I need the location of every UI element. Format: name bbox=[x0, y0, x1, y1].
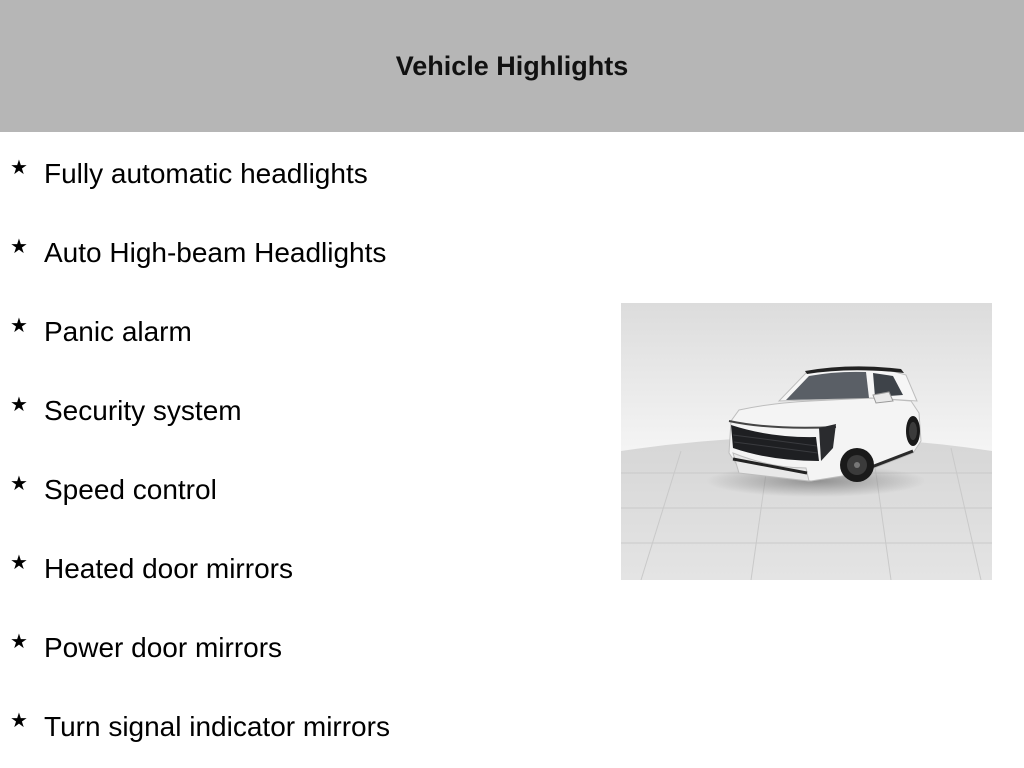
star-icon: ★ bbox=[10, 552, 28, 574]
feature-label: Heated door mirrors bbox=[44, 553, 293, 584]
feature-label: Turn signal indicator mirrors bbox=[44, 711, 390, 742]
star-icon: ★ bbox=[10, 394, 28, 416]
star-icon: ★ bbox=[10, 631, 28, 653]
star-icon: ★ bbox=[10, 473, 28, 495]
star-icon: ★ bbox=[10, 236, 28, 258]
feature-label: Auto High-beam Headlights bbox=[44, 237, 387, 268]
feature-label: Panic alarm bbox=[44, 316, 192, 347]
header-bar bbox=[0, 0, 1024, 132]
page-title: Vehicle Highlights bbox=[395, 50, 629, 81]
star-icon: ★ bbox=[10, 315, 28, 337]
star-icon: ★ bbox=[10, 710, 28, 732]
star-icon: ★ bbox=[10, 157, 28, 179]
feature-label: Security system bbox=[44, 395, 242, 426]
feature-label: Speed control bbox=[44, 474, 217, 505]
feature-label: Power door mirrors bbox=[44, 632, 283, 663]
feature-label: Fully automatic headlights bbox=[44, 158, 368, 189]
vehicle-photo bbox=[621, 303, 992, 580]
